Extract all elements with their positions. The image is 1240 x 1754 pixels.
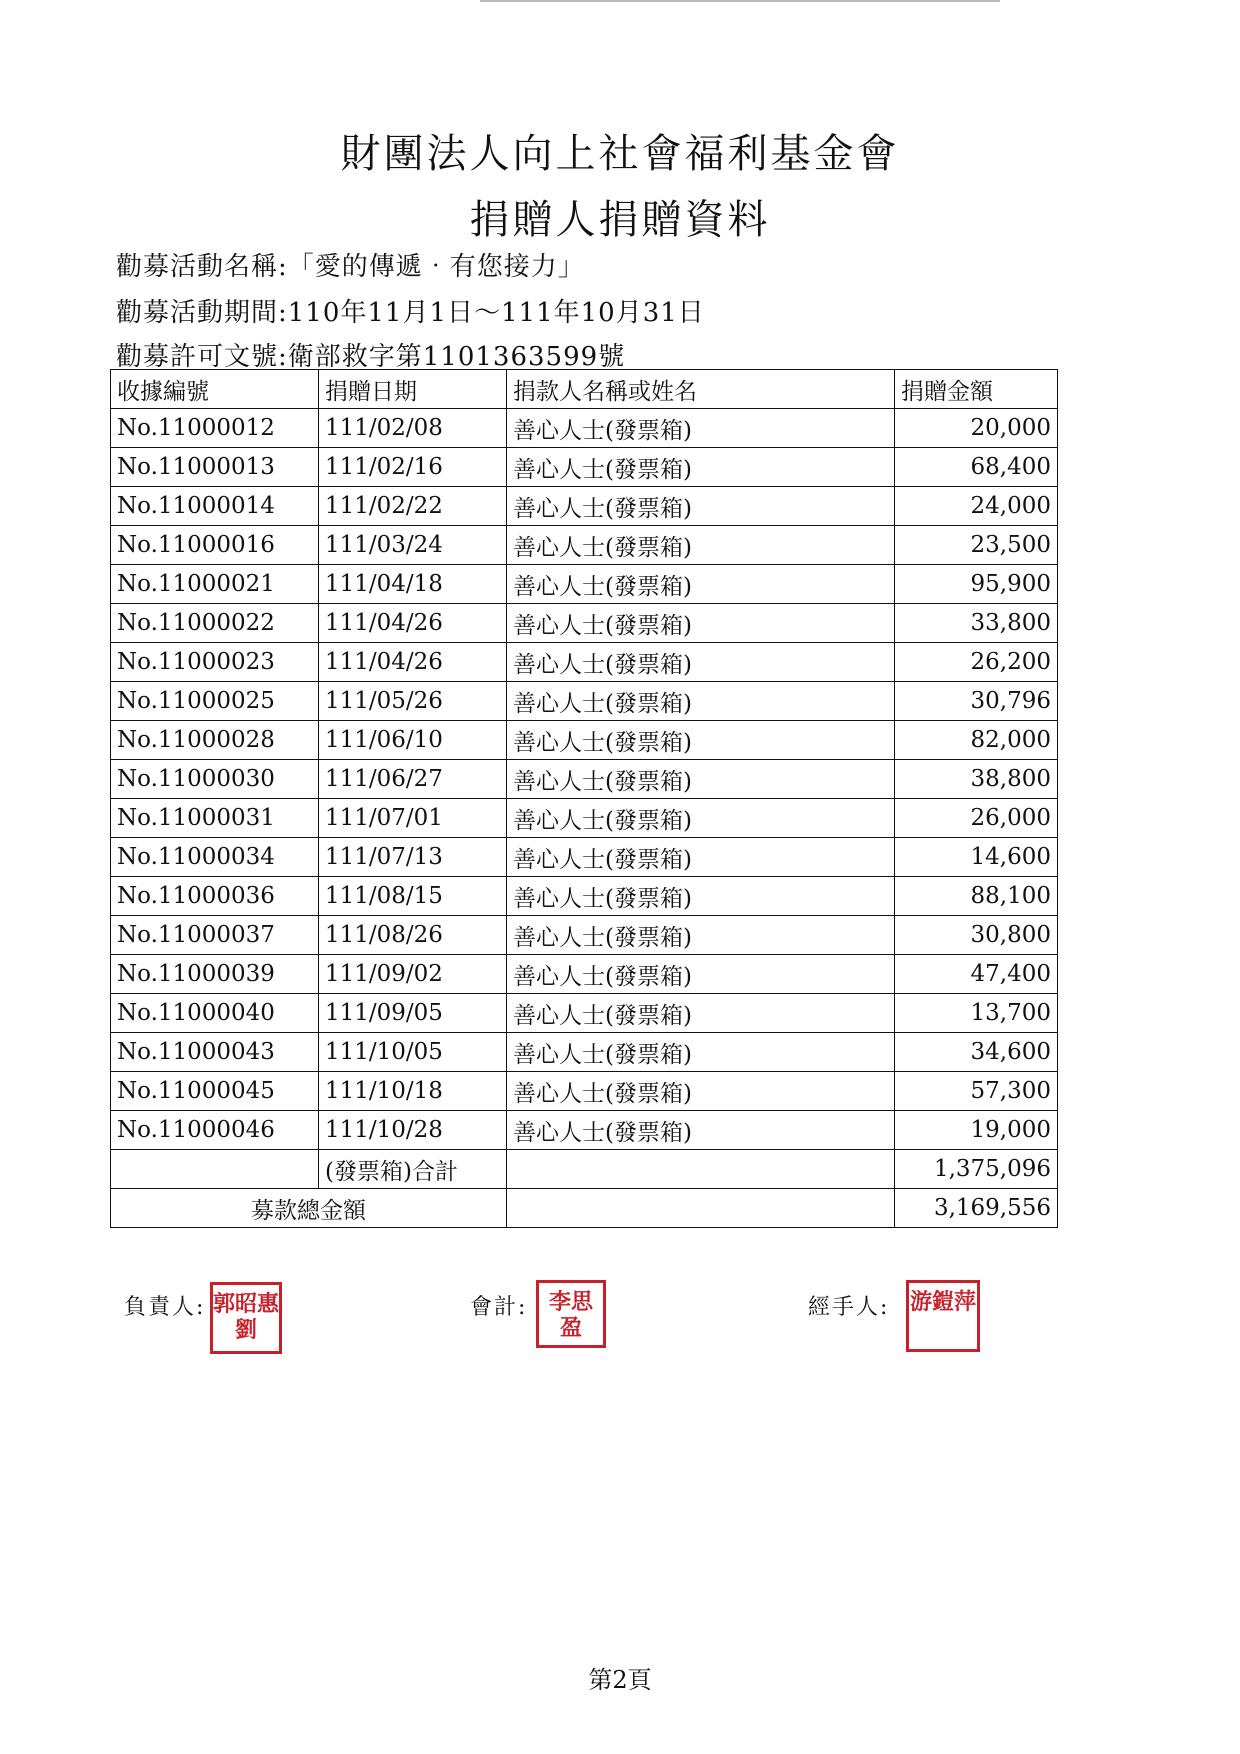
accountant-seal-text: 李思盈: [548, 1289, 593, 1341]
donor-name-cell: 善心人士(發票箱): [507, 448, 895, 487]
donor-name-cell: 善心人士(發票箱): [507, 994, 895, 1033]
donation-amount-cell: 14,600: [895, 838, 1058, 877]
donor-name-cell: 善心人士(發票箱): [507, 409, 895, 448]
donation-amount-cell: 95,900: [895, 565, 1058, 604]
donation-date-cell: 111/06/10: [319, 721, 507, 760]
table-row: [111, 760, 1058, 799]
donation-amount-cell: 13,700: [895, 994, 1058, 1033]
receipt-number-cell: No.11000016: [111, 526, 319, 565]
receipt-number-cell: No.11000012: [111, 409, 319, 448]
donor-name-cell: 善心人士(發票箱): [507, 1033, 895, 1072]
table-row: [111, 1111, 1058, 1150]
receipt-number-cell: No.11000021: [111, 565, 319, 604]
donation-date-cell: 111/05/26: [319, 682, 507, 721]
campaign-name: 勸募活動名稱:「愛的傳遞‧有您接力」: [116, 252, 585, 282]
receipt-number-cell: No.11000031: [111, 799, 319, 838]
table-row: [111, 994, 1058, 1033]
total-row: [111, 1189, 1058, 1228]
receipt-number-cell: No.11000043: [111, 1033, 319, 1072]
donation-amount-cell: 26,000: [895, 799, 1058, 838]
table-row: [111, 643, 1058, 682]
total-amount: 3,169,556: [895, 1189, 1058, 1228]
donation-amount-cell: 30,796: [895, 682, 1058, 721]
donation-amount-cell: 20,000: [895, 409, 1058, 448]
subtotal-empty-cell: [111, 1150, 319, 1189]
donation-date-cell: 111/09/02: [319, 955, 507, 994]
donation-amount-cell: 82,000: [895, 721, 1058, 760]
table-row: [111, 721, 1058, 760]
table-body: [111, 409, 1058, 1150]
permit-number: 勸募許可文號:衛部救字第1101363599號: [116, 342, 626, 372]
table-row: [111, 1033, 1058, 1072]
responsible-seal-text: 郭昭惠劉: [213, 1291, 280, 1343]
table-row: [111, 916, 1058, 955]
receipt-number-cell: No.11000034: [111, 838, 319, 877]
receipt-number-cell: No.11000014: [111, 487, 319, 526]
total-empty-cell: [507, 1189, 895, 1228]
donation-amount-cell: 34,600: [895, 1033, 1058, 1072]
total-label: 募款總金額: [111, 1189, 507, 1228]
subtotal-label: (發票箱)合計: [319, 1150, 507, 1189]
receipt-number-cell: No.11000036: [111, 877, 319, 916]
donation-amount-cell: 19,000: [895, 1111, 1058, 1150]
donor-name-cell: 善心人士(發票箱): [507, 526, 895, 565]
donation-date-cell: 111/07/13: [319, 838, 507, 877]
donor-name-cell: 善心人士(發票箱): [507, 643, 895, 682]
donor-name-cell: 善心人士(發票箱): [507, 1111, 895, 1150]
donor-name-cell: 善心人士(發票箱): [507, 760, 895, 799]
donation-date-cell: 111/10/05: [319, 1033, 507, 1072]
column-header-amount: 捐贈金額: [895, 370, 1058, 409]
donation-date-cell: 111/09/05: [319, 994, 507, 1033]
scan-top-edge: [480, 0, 1000, 2]
table-header-row: [111, 370, 1058, 409]
receipt-number-cell: No.11000025: [111, 682, 319, 721]
donation-date-cell: 111/04/26: [319, 643, 507, 682]
donor-name-cell: 善心人士(發票箱): [507, 565, 895, 604]
column-header-donor: 捐款人名稱或姓名: [507, 370, 895, 409]
responsible-label: 負責人:: [124, 1295, 206, 1320]
receipt-number-cell: No.11000037: [111, 916, 319, 955]
table-row: [111, 487, 1058, 526]
table-row: [111, 565, 1058, 604]
table-row: [111, 1072, 1058, 1111]
accountant-label: 會計:: [470, 1295, 528, 1320]
subtotal-row: [111, 1150, 1058, 1189]
receipt-number-cell: No.11000046: [111, 1111, 319, 1150]
responsible-seal: [210, 1282, 282, 1354]
donation-date-cell: 111/03/24: [319, 526, 507, 565]
donation-amount-cell: 26,200: [895, 643, 1058, 682]
donation-date-cell: 111/02/08: [319, 409, 507, 448]
donation-amount-cell: 30,800: [895, 916, 1058, 955]
receipt-number-cell: No.11000013: [111, 448, 319, 487]
table-row: [111, 409, 1058, 448]
table-row: [111, 682, 1058, 721]
donation-date-cell: 111/10/18: [319, 1072, 507, 1111]
table-row: [111, 448, 1058, 487]
donor-name-cell: 善心人士(發票箱): [507, 916, 895, 955]
table-row: [111, 955, 1058, 994]
donation-amount-cell: 88,100: [895, 877, 1058, 916]
handler-seal: [906, 1280, 980, 1352]
donation-date-cell: 111/04/18: [319, 565, 507, 604]
donation-date-cell: 111/02/16: [319, 448, 507, 487]
campaign-period: 勸募活動期間:110年11月1日～111年10月31日: [116, 298, 705, 328]
column-header-receipt: 收據編號: [111, 370, 319, 409]
receipt-number-cell: No.11000022: [111, 604, 319, 643]
donor-name-cell: 善心人士(發票箱): [507, 877, 895, 916]
table-row: [111, 799, 1058, 838]
donation-amount-cell: 47,400: [895, 955, 1058, 994]
donation-amount-cell: 38,800: [895, 760, 1058, 799]
receipt-number-cell: No.11000030: [111, 760, 319, 799]
donation-amount-cell: 33,800: [895, 604, 1058, 643]
table-row: [111, 877, 1058, 916]
donation-date-cell: 111/08/26: [319, 916, 507, 955]
donation-amount-cell: 57,300: [895, 1072, 1058, 1111]
receipt-number-cell: No.11000023: [111, 643, 319, 682]
donation-amount-cell: 68,400: [895, 448, 1058, 487]
handler-label: 經手人:: [808, 1295, 890, 1320]
donation-date-cell: 111/08/15: [319, 877, 507, 916]
document-title: 捐贈人捐贈資料: [469, 197, 771, 243]
receipt-number-cell: No.11000040: [111, 994, 319, 1033]
donor-name-cell: 善心人士(發票箱): [507, 955, 895, 994]
receipt-number-cell: No.11000045: [111, 1072, 319, 1111]
donation-date-cell: 111/04/26: [319, 604, 507, 643]
handler-seal-text: 游鎧萍: [909, 1289, 976, 1315]
table-row: [111, 526, 1058, 565]
donor-name-cell: 善心人士(發票箱): [507, 487, 895, 526]
receipt-number-cell: No.11000028: [111, 721, 319, 760]
receipt-number-cell: No.11000039: [111, 955, 319, 994]
table-row: [111, 604, 1058, 643]
donation-date-cell: 111/07/01: [319, 799, 507, 838]
donation-date-cell: 111/06/27: [319, 760, 507, 799]
donor-name-cell: 善心人士(發票箱): [507, 838, 895, 877]
donation-date-cell: 111/02/22: [319, 487, 507, 526]
donor-name-cell: 善心人士(發票箱): [507, 682, 895, 721]
donor-name-cell: 善心人士(發票箱): [507, 721, 895, 760]
donation-date-cell: 111/10/28: [319, 1111, 507, 1150]
donor-name-cell: 善心人士(發票箱): [507, 1072, 895, 1111]
subtotal-empty-cell: [507, 1150, 895, 1189]
organization-title: 財團法人向上社會福利基金會: [340, 131, 900, 177]
donation-amount-cell: 24,000: [895, 487, 1058, 526]
donation-amount-cell: 23,500: [895, 526, 1058, 565]
donation-table: [110, 369, 1058, 1228]
accountant-seal: [536, 1280, 606, 1348]
page-number: 第2頁: [588, 1666, 652, 1694]
table-row: [111, 838, 1058, 877]
column-header-date: 捐贈日期: [319, 370, 507, 409]
subtotal-amount: 1,375,096: [895, 1150, 1058, 1189]
donor-name-cell: 善心人士(發票箱): [507, 799, 895, 838]
donor-name-cell: 善心人士(發票箱): [507, 604, 895, 643]
